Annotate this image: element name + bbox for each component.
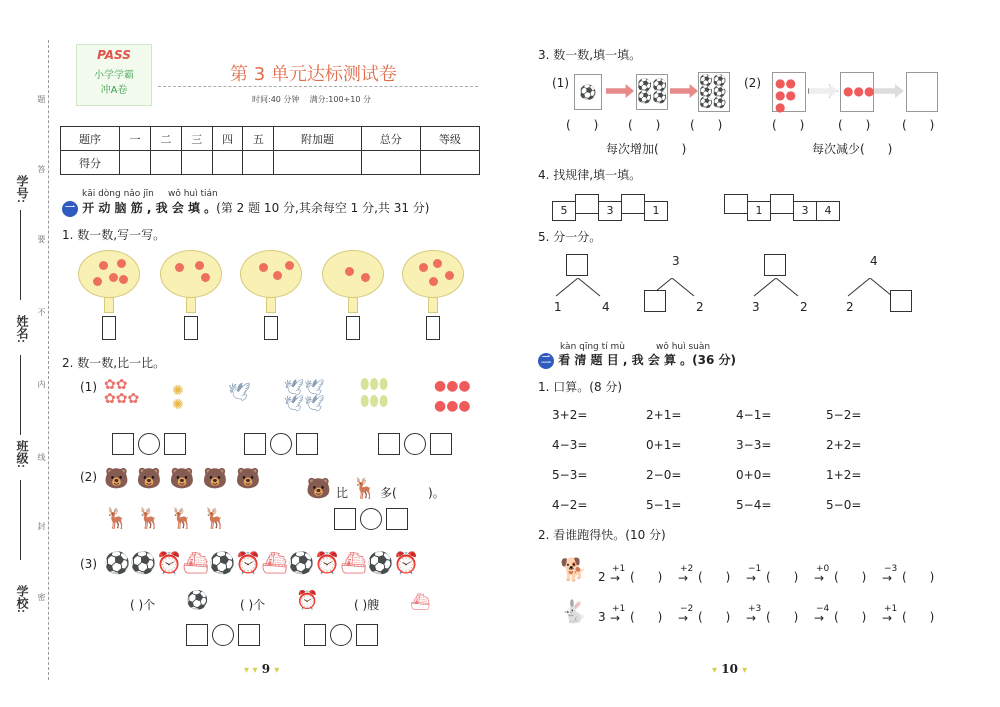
split-top: 4 [870, 254, 878, 268]
apple-icon [93, 277, 102, 286]
answer-box[interactable] [264, 316, 278, 340]
apple-frame-3[interactable] [906, 72, 938, 112]
race-op-label: +1 [612, 564, 626, 574]
race-op-label: −4 [816, 604, 830, 614]
split-right: 4 [602, 300, 610, 314]
part-label: (3) [80, 557, 97, 571]
calc-item[interactable]: 3+2= [552, 408, 588, 422]
section-number: 一 [62, 201, 78, 217]
question-2: 2. 数一数,比一比。 [62, 356, 166, 370]
score-cell[interactable] [420, 151, 479, 175]
score-cell[interactable] [212, 151, 243, 175]
sunflower-icons: ✺ ✺ [172, 383, 184, 413]
sequence-row-2 [724, 194, 839, 221]
arrow-icon: → [746, 571, 757, 585]
th-cell: 一 [120, 127, 151, 151]
tree-icon [160, 250, 222, 298]
apple-icon [99, 261, 108, 270]
calc-item[interactable]: 5−4= [736, 498, 772, 512]
decrease-label: 每次减少( ) [812, 142, 893, 156]
question-3: 3. 数一数,填一填。 [538, 48, 642, 62]
calc-item[interactable]: 0+1= [646, 438, 682, 452]
margin-char: 答 [37, 165, 46, 173]
section-note: (第 2 题 10 分,其余每空 1 分,共 31 分) [216, 201, 430, 215]
bear-icon: 🐻 [306, 476, 331, 500]
calc-item[interactable]: 4−1= [736, 408, 772, 422]
apple-icon [433, 259, 442, 268]
tree-trunk [428, 297, 438, 313]
question-4: 4. 找规律,填一填。 [538, 168, 642, 182]
part-label: (1) [80, 380, 97, 394]
answer-paren[interactable]: ( ) [690, 118, 723, 132]
compare-circle[interactable] [360, 508, 382, 530]
race-op-label: +3 [748, 604, 762, 614]
calc-item[interactable]: 5−3= [552, 468, 588, 482]
answer-box[interactable] [356, 624, 378, 646]
part-label: (2) [80, 470, 97, 484]
pigeon-icons: 🕊🕊 🕊🕊 [284, 378, 325, 413]
race-answer[interactable]: ( ) [630, 610, 663, 624]
split-lines [552, 278, 612, 298]
section1-heading [62, 199, 430, 217]
th-cell: 附加题 [274, 127, 361, 151]
arrow-right-icon [874, 84, 904, 98]
pinyin: wǒ huì tián [168, 189, 218, 199]
score-cell[interactable] [181, 151, 212, 175]
tree-trunk [266, 297, 276, 313]
apple-frame-2: ●●● [840, 72, 874, 112]
class-label: 班级: [15, 440, 29, 468]
answer-box[interactable] [334, 508, 356, 530]
ball-icon: ⚽ [186, 590, 209, 611]
th-cell: 五 [243, 127, 274, 151]
split-right: 2 [696, 300, 704, 314]
split-right[interactable] [890, 290, 912, 312]
race-op-label: +2 [680, 564, 694, 574]
arrow-icon: → [610, 611, 621, 625]
calc-item[interactable]: 4−2= [552, 498, 588, 512]
race-answer[interactable]: ( ) [834, 610, 867, 624]
bear-icons: 🐻🐻🐻🐻🐻 [104, 466, 269, 490]
margin-char: 要 [37, 235, 46, 243]
th-cell: 二 [150, 127, 181, 151]
count-clocks: ( )个 [240, 598, 266, 612]
pinyin: wǒ huì suàn [656, 342, 711, 352]
seq-cell: 1 [747, 201, 771, 221]
split-left: 3 [752, 300, 760, 314]
answer-box[interactable] [112, 433, 134, 455]
apple-icon [361, 273, 370, 282]
answer-box[interactable] [238, 624, 260, 646]
calc-item[interactable]: 1+2= [826, 468, 862, 482]
question-race: 2. 看谁跑得快。(10 分) [538, 528, 666, 542]
answer-box[interactable] [386, 508, 408, 530]
dog-icon: 🐕 [560, 558, 588, 583]
apple-icon [119, 275, 128, 284]
apple-icon [201, 273, 210, 282]
tree-trunk [186, 297, 196, 313]
score-table [60, 126, 480, 175]
seq-cell: 3 [598, 201, 622, 221]
tree-icon [240, 250, 302, 298]
answer-box[interactable] [244, 433, 266, 455]
pinyin: kàn qīng tí mù [560, 342, 625, 352]
th-cell: 总分 [361, 127, 420, 151]
apple-icon [429, 277, 438, 286]
answer-paren[interactable]: ( ) [628, 118, 661, 132]
compare-circle[interactable] [270, 433, 292, 455]
answer-paren[interactable]: ( ) [902, 118, 935, 132]
pinyin: kāi dòng nǎo jīn [82, 189, 154, 199]
ball-frame-2: ⚽⚽ ⚽⚽ [636, 74, 668, 110]
score-cell[interactable] [274, 151, 361, 175]
answer-box[interactable] [184, 316, 198, 340]
title-rule [158, 86, 478, 87]
arrow-right-icon [606, 84, 634, 98]
race-op-label: +1 [884, 604, 898, 614]
race-op-label: +1 [612, 604, 626, 614]
answer-box[interactable] [102, 316, 116, 340]
margin-char: 线 [37, 453, 46, 461]
apple-icons: ●●● ●●● [434, 378, 471, 414]
bird-icons: 🕊 [228, 382, 251, 403]
apple-icon [273, 271, 282, 280]
arrow-icon: → [610, 571, 621, 585]
tree-trunk [348, 297, 358, 313]
tree-icon [322, 250, 384, 298]
rabbit-icon: 🐇 [560, 600, 588, 625]
arrow-icon: → [814, 571, 825, 585]
compare-circle[interactable] [404, 433, 426, 455]
name-label: 姓名: [15, 315, 29, 343]
arrow-icon: → [678, 611, 689, 625]
th-cell: 四 [212, 127, 243, 151]
compare-end: )。 [428, 486, 445, 500]
question-5: 5. 分一分。 [538, 230, 602, 244]
calc-item[interactable]: 3−3= [736, 438, 772, 452]
race-op-label: −3 [884, 564, 898, 574]
score-cell[interactable] [120, 151, 151, 175]
page-number-right: ▾ 10 ▾ [712, 662, 748, 676]
compare-circle[interactable] [138, 433, 160, 455]
student-id-label: 学号: [15, 175, 29, 203]
apple-icon [195, 261, 204, 270]
margin-char: 不 [37, 308, 46, 316]
apple-icon [345, 267, 354, 276]
brand-badge [76, 44, 152, 106]
answer-box[interactable] [378, 433, 400, 455]
compare-circle[interactable] [330, 624, 352, 646]
answer-box[interactable] [296, 433, 318, 455]
page-number-left: ▾ ▾ 9 ▾ [244, 662, 280, 676]
ball-frame-1: ⚽ [574, 74, 602, 110]
answer-box[interactable] [430, 433, 452, 455]
ball-frame-3: ⚽⚽ ⚽⚽ ⚽⚽ [698, 72, 730, 112]
split-left[interactable] [644, 290, 666, 312]
score-label: 得分 [61, 151, 120, 175]
seq-cell: 4 [816, 201, 840, 221]
seq-cell: 1 [644, 201, 668, 221]
answer-paren[interactable]: ( ) [838, 118, 871, 132]
th-cell: 三 [181, 127, 212, 151]
calc-item[interactable]: 4−3= [552, 438, 588, 452]
seq-cell[interactable] [575, 194, 599, 214]
race-op-label: −2 [680, 604, 694, 614]
tree-trunk [104, 297, 114, 313]
race-answer[interactable]: ( ) [766, 610, 799, 624]
answer-box[interactable] [426, 316, 440, 340]
calc-item[interactable]: 2−0= [646, 468, 682, 482]
score-cell[interactable] [361, 151, 420, 175]
school-label: 学校: [15, 585, 29, 613]
question-1: 1. 数一数,写一写。 [62, 228, 166, 242]
race-answer[interactable]: ( ) [630, 570, 663, 584]
split-left: 2 [846, 300, 854, 314]
apple-frame-1: ●● ●● ● [772, 72, 806, 112]
apple-icon [445, 271, 454, 280]
arrow-icon: → [882, 571, 893, 585]
split-right: 2 [800, 300, 808, 314]
arrow-icon: → [746, 611, 757, 625]
score-cell[interactable] [243, 151, 274, 175]
margin-char: 封 [37, 522, 46, 530]
score-cell[interactable] [150, 151, 181, 175]
apple-icon [109, 273, 118, 282]
apple-icon [117, 259, 126, 268]
race-answer[interactable]: ( ) [766, 570, 799, 584]
th-cell: 题序 [61, 127, 120, 151]
calc-item[interactable]: 2+2= [826, 438, 862, 452]
seq-cell[interactable] [621, 194, 645, 214]
section-title: 开 动 脑 筋 , 我 会 填 。 [82, 201, 217, 215]
split-left: 1 [554, 300, 562, 314]
calc-item[interactable]: 5−2= [826, 408, 862, 422]
th-cell: 等级 [420, 127, 479, 151]
compare-bi: 比 [336, 486, 349, 500]
clock-icon: ⏰ [296, 590, 319, 611]
tree-icon [78, 250, 140, 298]
page-title: 第 3 单元达标测试卷 [230, 64, 397, 85]
answer-box[interactable] [186, 624, 208, 646]
calc-item[interactable]: 2+1= [646, 408, 682, 422]
flower-icons: ✿✿ ✿✿✿ [104, 377, 140, 407]
section-title: 看 清 题 目 , 我 会 算 。 [558, 353, 693, 367]
class-line [20, 480, 21, 560]
arrow-icon: → [678, 571, 689, 585]
increase-label: 每次增加( ) [606, 142, 687, 156]
race-answer[interactable]: ( ) [698, 610, 731, 624]
pear-icons: ⬮⬮⬮ ⬮⬮⬮ [360, 375, 389, 410]
part-label: (2) [744, 76, 761, 90]
race-answer[interactable]: ( ) [698, 570, 731, 584]
arrow-right-icon [808, 84, 838, 98]
race-op-label: +0 [816, 564, 830, 574]
section2-heading [538, 351, 736, 369]
pass-logo: PASS [97, 48, 131, 62]
badge-line1: 小学学霸 [94, 70, 134, 81]
apple-icon [175, 263, 184, 272]
deer-icons: 🦌🦌🦌🦌 [104, 506, 236, 530]
badge-line2: 冲A卷 [100, 85, 128, 96]
ball-clock-boat-row: ⚽⚽⏰⛴⚽⏰⛴⚽⏰⛴⚽⏰ [104, 551, 420, 575]
arrow-icon: → [814, 611, 825, 625]
calc-item[interactable]: 0+0= [736, 468, 772, 482]
split-top: 3 [672, 254, 680, 268]
seq-cell[interactable] [724, 194, 748, 214]
seq-cell[interactable] [770, 194, 794, 214]
margin-char: 内 [37, 380, 46, 388]
calc-item[interactable]: 5−1= [646, 498, 682, 512]
calc-item[interactable]: 5−0= [826, 498, 862, 512]
section-number: 二 [538, 353, 554, 369]
race-answer[interactable]: ( ) [902, 610, 935, 624]
apple-icon [419, 263, 428, 272]
answer-box[interactable] [164, 433, 186, 455]
arrow-icon: → [882, 611, 893, 625]
section-note: (36 分) [692, 353, 737, 367]
answer-box[interactable] [346, 316, 360, 340]
deer-icon: 🦌 [352, 476, 377, 500]
margin-char: 题 [37, 95, 46, 103]
arrow-right-icon [670, 84, 698, 98]
seq-cell: 3 [793, 201, 817, 221]
apple-icon [285, 261, 294, 270]
split-lines [750, 278, 810, 298]
race-answer[interactable]: ( ) [834, 570, 867, 584]
name-line [20, 355, 21, 435]
race-start: 3 [598, 610, 606, 624]
split-top[interactable] [764, 254, 786, 276]
part-label: (1) [552, 76, 569, 90]
race-op-label: −1 [748, 564, 762, 574]
answer-paren[interactable]: ( ) [566, 118, 599, 132]
count-balls: ( )个 [130, 598, 156, 612]
exam-info: 时间:40 分钟 满分:100+10 分 [252, 95, 371, 104]
boat-icon: ⛴ [410, 592, 431, 611]
compare-circle[interactable] [212, 624, 234, 646]
compare-duo: 多( [380, 486, 397, 500]
count-boats: ( )艘 [354, 598, 380, 612]
binding-line [48, 40, 49, 680]
split-top[interactable] [566, 254, 588, 276]
question-calc: 1. 口算。(8 分) [538, 380, 623, 394]
answer-box[interactable] [304, 624, 326, 646]
answer-paren[interactable]: ( ) [772, 118, 805, 132]
tree-icon [402, 250, 464, 298]
sequence-row-1 [552, 194, 667, 221]
race-start: 2 [598, 570, 606, 584]
race-answer[interactable]: ( ) [902, 570, 935, 584]
margin-char: 密 [37, 593, 46, 601]
seq-cell: 5 [552, 201, 576, 221]
apple-icon [259, 263, 268, 272]
student-id-line [20, 210, 21, 300]
